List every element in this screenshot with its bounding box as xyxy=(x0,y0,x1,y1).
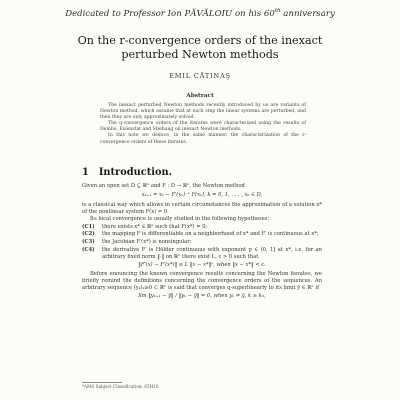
section-number: 1 xyxy=(82,167,89,178)
section-heading xyxy=(82,167,172,178)
body-text xyxy=(82,183,322,302)
holder-inequality: ‖F′(x) − F′(x*)‖ ≤ L ‖x − x*‖ᵖ, when ‖x − x*‖ < ε. xyxy=(138,262,266,269)
condition-text: the mapping F is differentiable on a neighborhood of x* and F′ is continuous at x*; xyxy=(102,231,319,238)
dedication: Dedicated to Professor Ion PĂVĂLOIU on his 60th anniversary xyxy=(65,8,335,19)
condition-c4 xyxy=(82,247,322,261)
condition-c3 xyxy=(82,239,322,246)
paper-title xyxy=(40,34,360,61)
body-paragraph-2: is a classical way which allows in certain circumstances the approximation of a solution x* of the nonlinear system F(x) = 0. xyxy=(82,201,322,215)
abstract-paragraph-1: The inexact perturbed Newton methods recently introduced by us are variants of Newton method, which assume that at each step the linear systems are perturbed, and then they are only approximately solved. xyxy=(100,103,306,121)
title-line-1: On the r-convergence orders of the inexact xyxy=(77,34,323,47)
condition-text: there exists x* ∈ ℝⁿ such that F(x*) = 0; xyxy=(102,223,208,230)
condition-label: (C1) xyxy=(82,223,95,230)
footnote: *AMS Subject Classification: 65H10 xyxy=(82,384,159,389)
author-name: EMIL CĂTINAŞ xyxy=(169,72,231,80)
body-paragraph-3: Its local convergence is usually studied in the following hypotheses: xyxy=(90,215,270,222)
limit-formula: lim ‖yₖ₊₁ − ȳ‖ / ‖yₖ − ȳ‖ = 0, when yₖ ≠ ȳ, k ≥ k₀, xyxy=(138,292,266,299)
condition-label: (C2) xyxy=(82,231,95,238)
condition-text: the Jacobian F′(x*) is nonsingular; xyxy=(102,239,192,246)
condition-c2 xyxy=(82,231,322,238)
body-paragraph-4: Before enouncing the known convergence results concerning the Newton iterates, we briefly remind the definitions concerning the convergence orders of the sequences. An arbitrary sequence (yₖ)ₖ≥0 ⊂ ℝⁿ is said that converges q-superlinearly to its limit ȳ ∈ ℝⁿ if xyxy=(82,270,322,291)
newton-formula: xₖ₊₁ = xₖ − F′(xₖ)⁻¹ F(xₖ), k = 0, 1, . . . , x₀ ∈ D, xyxy=(141,191,263,198)
title-line-2: perturbed Newton methods xyxy=(121,47,279,61)
condition-label: (C3) xyxy=(82,239,95,246)
condition-label: (C4) xyxy=(82,247,95,254)
abstract-paragraph-2: The q-convergence orders of the iterates were characterized using the results of Dembo, Eisenstat and Steihaug on inexact Newton methods. xyxy=(100,121,306,133)
condition-text: the derivative F′ is Hölder continuous with exponent p ∈ (0, 1] at x*, i.e. for an arbitrary fixed norm ‖·‖ on ℝⁿ there exist L, ε > 0 such that xyxy=(102,247,322,261)
section-title: Introduction. xyxy=(98,167,173,178)
footnote-divider xyxy=(82,382,122,383)
abstract-heading: Abstract xyxy=(186,93,214,99)
body-paragraph-1: Given an open set D ⊆ ℝⁿ and F : D → ℝⁿ, the Newton method xyxy=(82,183,245,189)
condition-c1 xyxy=(82,224,322,231)
abstract-paragraph-3: In this note we deduce, in the same manner, the characterization of the r-convergence orders of these iterates. xyxy=(100,133,306,145)
abstract-text xyxy=(100,103,306,146)
